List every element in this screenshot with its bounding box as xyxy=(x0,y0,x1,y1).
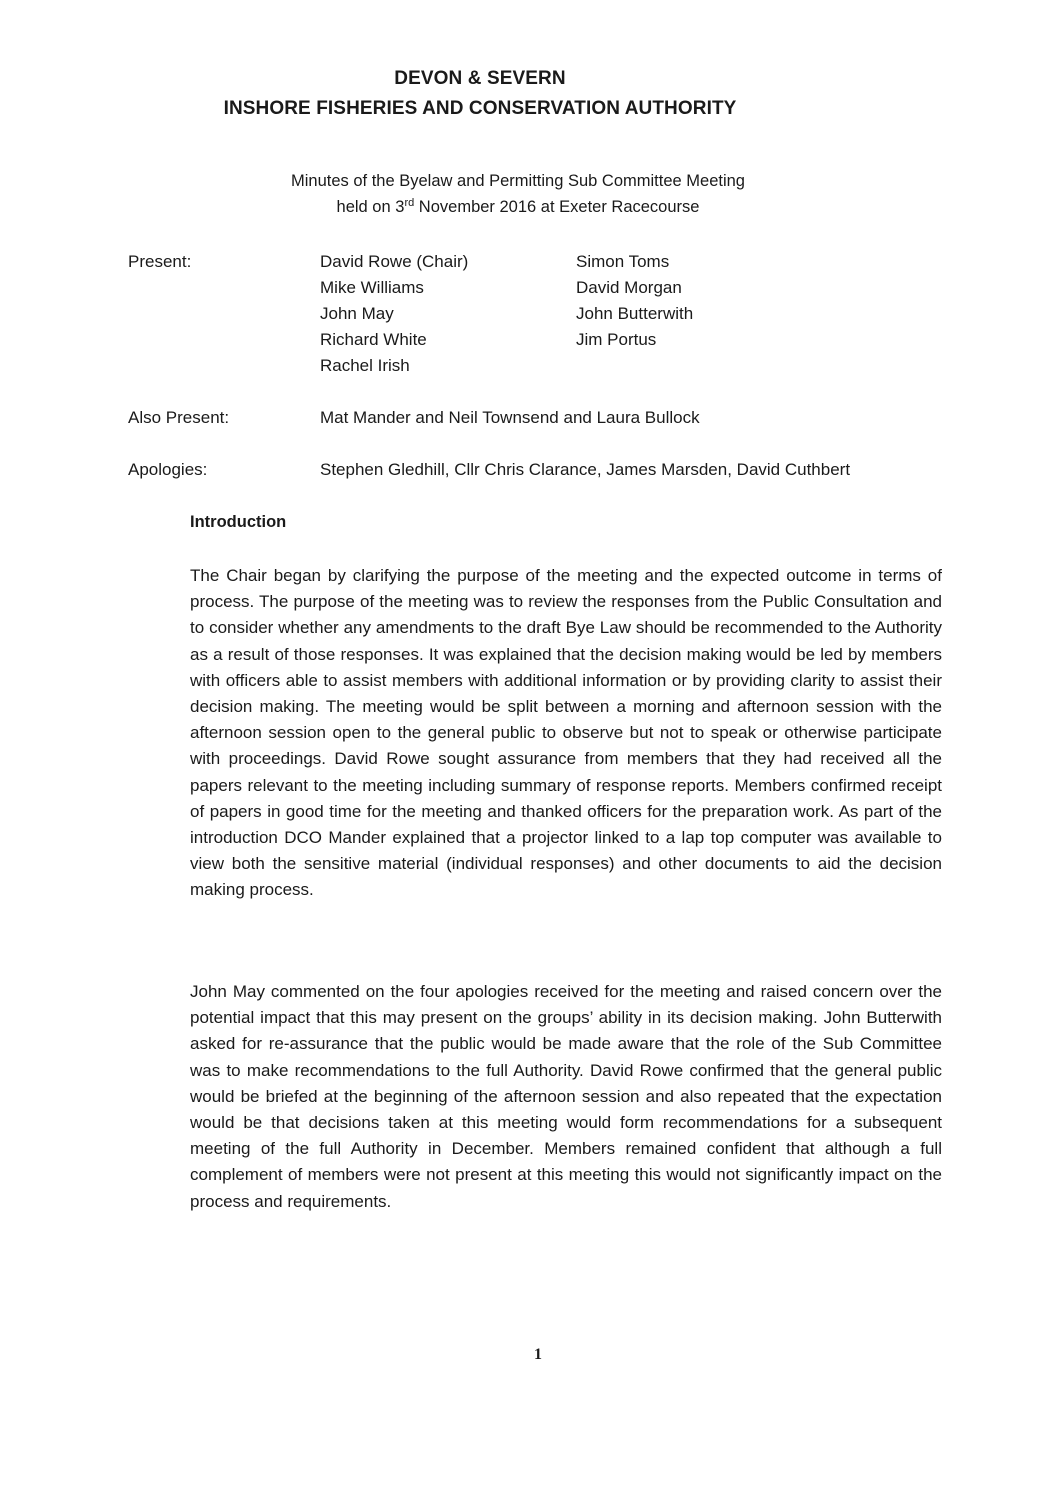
present-list-col1 xyxy=(320,249,468,379)
present-member: Simon Toms xyxy=(576,252,670,271)
present-label: Present: xyxy=(128,252,192,271)
present-member: John Butterwith xyxy=(576,304,694,323)
present-member: John May xyxy=(320,304,394,323)
subtitle-date-ordinal: rd xyxy=(404,197,415,209)
present-list-col2 xyxy=(576,249,693,353)
subtitle-date-prefix: held on 3 xyxy=(336,198,405,216)
introduction-paragraph-1: The Chair began by clarifying the purpose of the meeting and the expected outcome in terms of process. The purpose of the meeting was to review the responses from the Public Consultation and to consider whether any amendments to the draft Bye Law should be recommended to the Authority as a result of those responses. It was explained that the decision making would be led by members with officers able to assist members with additional information or by providing clarity to assist their decision making. The meeting would be split between a morning and afternoon session with the afternoon session open to the general public to observe but not to speak or otherwise participate with proceedings. David Rowe sought assurance from members that they had received all the papers relevant to the meeting including summary of response reports. Members confirmed receipt of papers in good time for the meeting and thanked officers for the preparation work. As part of the introduction DCO Mander explained that a projector linked to a lap top computer was available to view both the sensitive material (individual responses) and other documents to aid the decision making process. xyxy=(190,566,942,900)
page-number: 1 xyxy=(534,1346,542,1363)
present-member: David Morgan xyxy=(576,278,682,297)
apologies-list: Stephen Gledhill, Cllr Chris Clarance, James Marsden, David Cuthbert xyxy=(320,460,851,479)
present-member: David Rowe (Chair) xyxy=(320,252,469,271)
also-present-list: Mat Mander and Neil Townsend and Laura Bullock xyxy=(320,408,700,427)
present-member: Rachel Irish xyxy=(320,356,410,375)
introduction-paragraph-2: John May commented on the four apologies received for the meeting and raised concern over the potential impact that this may present on the groups’ ability in its decision making. John Butterwith asked for re-assurance that the public would be made aware that the role of the Sub Committee was to make recommendations to the full Authority. David Rowe confirmed that the general public would be briefed at the beginning of the afternoon session and also repeated that the expectation would be that decisions taken at this meeting would form recommendations for a subsequent meeting of the full Authority in December. Members remained confident that although a full complement of members were not present at this meeting this would not significantly impact on the process and requirements. xyxy=(190,982,942,1211)
minutes-subtitle-line2 xyxy=(0,198,1036,217)
apologies-label: Apologies: xyxy=(128,460,208,479)
subtitle-date-suffix: November 2016 at Exeter Racecourse xyxy=(414,198,700,216)
present-member: Mike Williams xyxy=(320,278,424,297)
also-present-label: Also Present: xyxy=(128,408,230,427)
authority-title-line1: DEVON & SEVERN xyxy=(394,68,566,89)
authority-title-line2: INSHORE FISHERIES AND CONSERVATION AUTHORITY xyxy=(223,98,737,119)
present-member: Richard White xyxy=(320,330,427,349)
present-member: Jim Portus xyxy=(576,330,657,349)
introduction-heading: Introduction xyxy=(190,513,287,531)
minutes-subtitle-line1: Minutes of the Byelaw and Permitting Sub Committee Meeting xyxy=(291,172,745,190)
